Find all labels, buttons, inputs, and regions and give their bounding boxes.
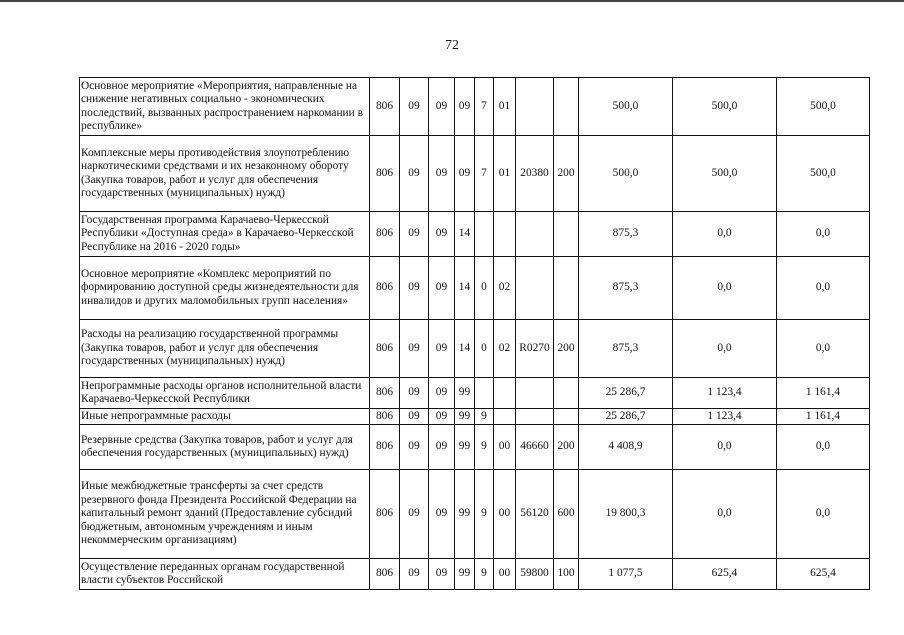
event-code-cell <box>494 378 516 409</box>
amount-year3-cell: 0,0 <box>777 320 870 378</box>
direction-code-cell: 20380 <box>516 136 554 212</box>
subprogram-code-cell: 0 <box>475 257 494 320</box>
subprogram-code-cell: 0 <box>475 320 494 378</box>
amount-year3-cell: 1 161,4 <box>777 409 870 425</box>
event-code-cell: 01 <box>494 78 516 136</box>
admin-code-cell: 806 <box>370 320 400 378</box>
subprogram-code-cell: 9 <box>475 425 494 470</box>
expense-name-cell: Иные непрограммные расходы <box>80 409 370 425</box>
section-code-cell: 09 <box>400 257 429 320</box>
amount-year2-cell: 1 123,4 <box>673 409 777 425</box>
section-code-cell: 09 <box>400 409 429 425</box>
admin-code-cell: 806 <box>370 470 400 559</box>
expense-type-cell: 200 <box>554 320 579 378</box>
table-body <box>80 78 870 590</box>
page-number: 72 <box>445 38 459 53</box>
program-code-cell: 14 <box>455 320 475 378</box>
amount-year3-cell: 0,0 <box>777 257 870 320</box>
program-code-cell: 09 <box>455 136 475 212</box>
event-code-cell: 00 <box>494 559 516 590</box>
expense-name-cell: Иные межбюджетные трансферты за счет средств резервного фонда Президента Российской Федерации на капитальный ремонт зданий (Предоставление субсидий бюджетным, автономным учреждениям и иным некоммерческим организациям) <box>80 470 370 559</box>
admin-code-cell: 806 <box>370 212 400 257</box>
amount-year1-cell: 875,3 <box>579 320 673 378</box>
section-code-cell: 09 <box>400 559 429 590</box>
expense-name-cell: Основное мероприятие «Мероприятия, направленные на снижение негативных социально - экономических последствий, вызванных распространением наркомании в республике» <box>80 78 370 136</box>
subprogram-code-cell: 7 <box>475 78 494 136</box>
expense-name-cell: Осуществление переданных органам государственной власти субъектов Российской <box>80 559 370 590</box>
program-code-cell: 99 <box>455 470 475 559</box>
amount-year3-cell: 0,0 <box>777 425 870 470</box>
admin-code-cell: 806 <box>370 136 400 212</box>
subsection-code-cell: 09 <box>429 257 455 320</box>
expense-type-cell: 200 <box>554 425 579 470</box>
amount-year2-cell: 625,4 <box>673 559 777 590</box>
table-row <box>80 559 870 590</box>
page-top-rule <box>0 0 904 2</box>
section-code-cell: 09 <box>400 470 429 559</box>
direction-code-cell <box>516 78 554 136</box>
table-row <box>80 257 870 320</box>
program-code-cell: 99 <box>455 559 475 590</box>
event-code-cell: 00 <box>494 425 516 470</box>
expense-type-cell: 600 <box>554 470 579 559</box>
amount-year2-cell: 0,0 <box>673 257 777 320</box>
program-code-cell: 99 <box>455 409 475 425</box>
amount-year3-cell: 0,0 <box>777 212 870 257</box>
direction-code-cell: R0270 <box>516 320 554 378</box>
amount-year3-cell: 500,0 <box>777 78 870 136</box>
expense-name-cell: Основное мероприятие «Комплекс мероприятий по формированию доступной среды жизнедеятельности для инвалидов и других маломобильных групп населения» <box>80 257 370 320</box>
admin-code-cell: 806 <box>370 378 400 409</box>
section-code-cell: 09 <box>400 212 429 257</box>
direction-code-cell <box>516 378 554 409</box>
amount-year2-cell: 0,0 <box>673 212 777 257</box>
amount-year3-cell: 0,0 <box>777 470 870 559</box>
table-row <box>80 409 870 425</box>
subsection-code-cell: 09 <box>429 559 455 590</box>
section-code-cell: 09 <box>400 425 429 470</box>
subsection-code-cell: 09 <box>429 378 455 409</box>
direction-code-cell <box>516 409 554 425</box>
table-row <box>80 470 870 559</box>
amount-year2-cell: 500,0 <box>673 136 777 212</box>
amount-year3-cell: 1 161,4 <box>777 378 870 409</box>
subprogram-code-cell: 9 <box>475 470 494 559</box>
section-code-cell: 09 <box>400 136 429 212</box>
subsection-code-cell: 09 <box>429 136 455 212</box>
amount-year3-cell: 500,0 <box>777 136 870 212</box>
subsection-code-cell: 09 <box>429 425 455 470</box>
admin-code-cell: 806 <box>370 257 400 320</box>
expense-type-cell <box>554 78 579 136</box>
program-code-cell: 99 <box>455 378 475 409</box>
admin-code-cell: 806 <box>370 425 400 470</box>
table-row <box>80 378 870 409</box>
amount-year2-cell: 0,0 <box>673 425 777 470</box>
expense-type-cell <box>554 212 579 257</box>
amount-year1-cell: 19 800,3 <box>579 470 673 559</box>
amount-year3-cell: 625,4 <box>777 559 870 590</box>
expense-type-cell: 100 <box>554 559 579 590</box>
subsection-code-cell: 09 <box>429 212 455 257</box>
budget-table <box>79 77 870 590</box>
subprogram-code-cell <box>475 378 494 409</box>
expense-name-cell: Резервные средства (Закупка товаров, работ и услуг для обеспечения государственных (муниципальных) нужд) <box>80 425 370 470</box>
amount-year1-cell: 25 286,7 <box>579 378 673 409</box>
table-row <box>80 78 870 136</box>
expense-name-cell: Государственная программа Карачаево-Черкесской Республики «Доступная среда» в Карачаево-Черкесской Республике на 2016 - 2020 годы» <box>80 212 370 257</box>
event-code-cell: 02 <box>494 257 516 320</box>
amount-year1-cell: 25 286,7 <box>579 409 673 425</box>
direction-code-cell <box>516 257 554 320</box>
amount-year2-cell: 1 123,4 <box>673 378 777 409</box>
admin-code-cell: 806 <box>370 409 400 425</box>
subsection-code-cell: 09 <box>429 78 455 136</box>
amount-year1-cell: 1 077,5 <box>579 559 673 590</box>
subprogram-code-cell <box>475 212 494 257</box>
amount-year1-cell: 500,0 <box>579 78 673 136</box>
subprogram-code-cell: 9 <box>475 559 494 590</box>
event-code-cell: 01 <box>494 136 516 212</box>
subprogram-code-cell: 7 <box>475 136 494 212</box>
amount-year1-cell: 500,0 <box>579 136 673 212</box>
table-row <box>80 136 870 212</box>
table-row <box>80 320 870 378</box>
expense-type-cell <box>554 257 579 320</box>
section-code-cell: 09 <box>400 320 429 378</box>
amount-year1-cell: 875,3 <box>579 212 673 257</box>
amount-year1-cell: 4 408,9 <box>579 425 673 470</box>
expense-type-cell: 200 <box>554 136 579 212</box>
amount-year1-cell: 875,3 <box>579 257 673 320</box>
direction-code-cell: 59800 <box>516 559 554 590</box>
program-code-cell: 99 <box>455 425 475 470</box>
program-code-cell: 14 <box>455 257 475 320</box>
admin-code-cell: 806 <box>370 559 400 590</box>
subsection-code-cell: 09 <box>429 409 455 425</box>
direction-code-cell <box>516 212 554 257</box>
expense-name-cell: Непрограммные расходы органов исполнительной власти Карачаево-Черкесской Республики <box>80 378 370 409</box>
expense-name-cell: Комплексные меры противодействия злоупотреблению наркотическими средствами и их незаконному обороту (Закупка товаров, работ и услуг для обеспечения государственных (муниципальных) нужд) <box>80 136 370 212</box>
event-code-cell <box>494 409 516 425</box>
program-code-cell: 14 <box>455 212 475 257</box>
table-row <box>80 425 870 470</box>
amount-year2-cell: 0,0 <box>673 470 777 559</box>
amount-year2-cell: 500,0 <box>673 78 777 136</box>
subsection-code-cell: 09 <box>429 320 455 378</box>
expense-type-cell <box>554 409 579 425</box>
direction-code-cell: 56120 <box>516 470 554 559</box>
section-code-cell: 09 <box>400 78 429 136</box>
subprogram-code-cell: 9 <box>475 409 494 425</box>
event-code-cell: 00 <box>494 470 516 559</box>
direction-code-cell: 46660 <box>516 425 554 470</box>
admin-code-cell: 806 <box>370 78 400 136</box>
event-code-cell <box>494 212 516 257</box>
section-code-cell: 09 <box>400 378 429 409</box>
event-code-cell: 02 <box>494 320 516 378</box>
expense-name-cell: Расходы на реализацию государственной программы (Закупка товаров, работ и услуг для обеспечения государственных (муниципальных) нужд) <box>80 320 370 378</box>
table-row <box>80 212 870 257</box>
subsection-code-cell: 09 <box>429 470 455 559</box>
program-code-cell: 09 <box>455 78 475 136</box>
expense-type-cell <box>554 378 579 409</box>
amount-year2-cell: 0,0 <box>673 320 777 378</box>
